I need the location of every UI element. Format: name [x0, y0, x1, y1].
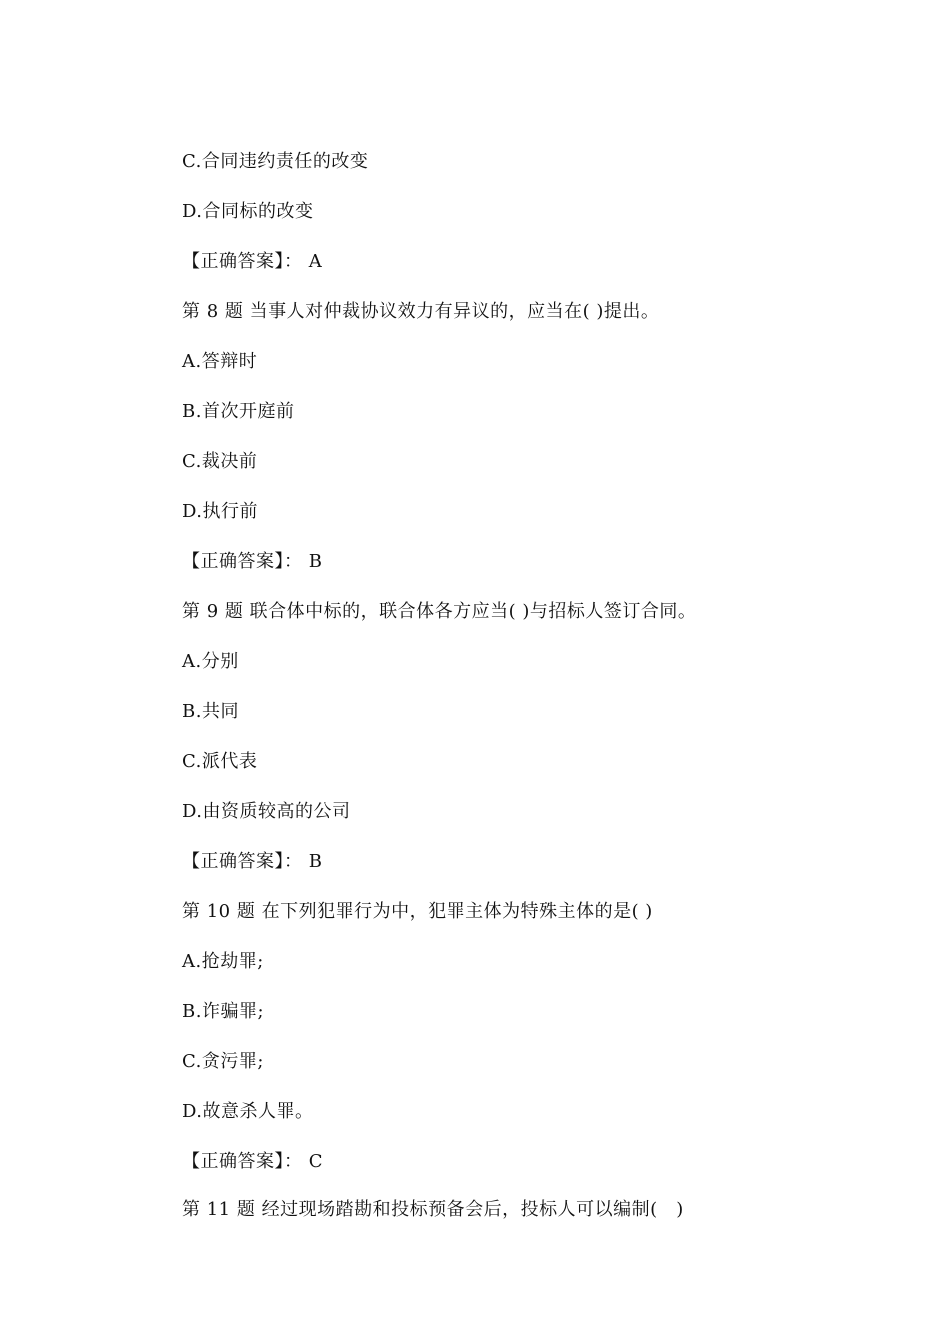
option-c: C.裁决前 — [182, 451, 258, 472]
question-9: 第 9 题 联合体中标的，联合体各方应当( )与招标人签订合同。 — [182, 601, 697, 622]
answer-line: 【正确答案】： B — [182, 551, 323, 572]
option-a: A.抢劫罪; — [182, 951, 264, 972]
option-c: C.合同违约责任的改变 — [182, 151, 369, 172]
option-b: B.共同 — [182, 701, 239, 722]
option-b: B.诈骗罪; — [182, 1001, 265, 1022]
question-11: 第 11 题 经过现场踏勘和投标预备会后，投标人可以编制( ) — [182, 1199, 684, 1220]
question-10: 第 10 题 在下列犯罪行为中，犯罪主体为特殊主体的是( ) — [182, 901, 653, 922]
answer-line: 【正确答案】： B — [182, 851, 323, 872]
option-a: A.分别 — [182, 651, 239, 672]
option-d: D.由资质较高的公司 — [182, 801, 351, 822]
question-8: 第 8 题 当事人对仲裁协议效力有异议的，应当在( )提出。 — [182, 301, 660, 322]
option-d: D.故意杀人罪。 — [182, 1101, 314, 1122]
option-d: D.执行前 — [182, 501, 259, 522]
answer-line: 【正确答案】： C — [182, 1151, 323, 1172]
option-d: D.合同标的改变 — [182, 201, 314, 222]
option-a: A.答辩时 — [182, 351, 258, 372]
option-c: C.贪污罪; — [182, 1051, 264, 1072]
option-c: C.派代表 — [182, 751, 258, 772]
option-b: B.首次开庭前 — [182, 401, 295, 422]
answer-line: 【正确答案】： A — [182, 251, 323, 272]
